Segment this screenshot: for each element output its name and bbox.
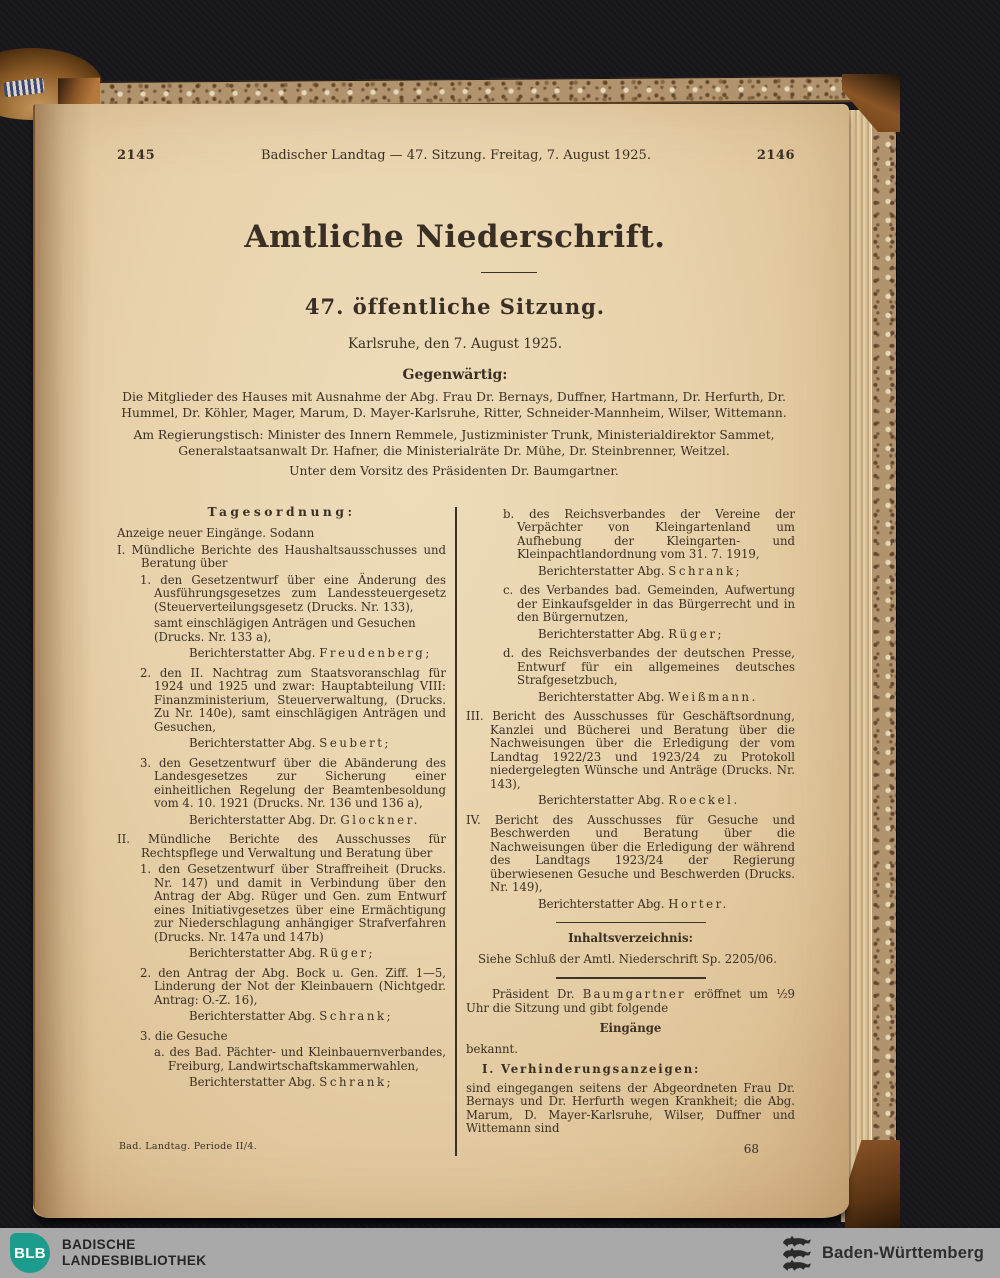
agenda-text: III. Bericht des Ausschusses für Geschäftsordnung, Kanzlei und Bücherei und Beratung über die Nachweisungen über die Erledigung der vom Landtag 1922/23 und 1923/24 zu Protokoll niedergelegten Wünsche und Anträge (Drucks. Nr. 143),	[466, 709, 795, 791]
series-note: Bad. Landtag. Periode II/4.	[119, 1141, 258, 1152]
agenda-heading: Tagesordnung:	[207, 503, 356, 519]
agenda-text: I. Verhinderungsanzeigen:	[482, 1062, 701, 1077]
sheet-number: 68	[743, 1141, 759, 1156]
agenda-text: d. des Reichsverbandes der deutschen Presse, Entwurf für ein allgemeines deutsches Strafgesetzbuch,	[503, 646, 795, 688]
agenda-text: samt einschlägigen Anträgen und Gesuchen (Drucks. Nr. 133 a),	[154, 616, 416, 644]
reporter-label: Berichterstatter Abg.	[538, 626, 665, 641]
reporter-line	[466, 628, 795, 642]
reporter-name: Weißmann.	[668, 689, 758, 704]
reporter-label: Berichterstatter Abg.	[538, 563, 665, 578]
separator-rule	[556, 922, 706, 923]
column-number-right: 2146	[756, 148, 795, 163]
two-column-body	[33, 505, 849, 1157]
reporter-label: Berichterstatter Abg.	[538, 793, 665, 808]
session-heading: 47. öffentliche Sitzung.	[304, 294, 606, 319]
reporter-name: Glockner.	[340, 812, 420, 827]
agenda-text: 1. den Gesetzentwurf über Straffreiheit (Drucks. Nr. 147) und damit in Verbindung über den Antrag der Abg. Rüger und Gen. zum Entwurf eines Initiativgesetzes über eine Ermächtigung zur Niederschlagung anhängiger Strafverfahren (Drucks. Nr. 147a und 147b)	[140, 862, 446, 944]
library-name-line2: LANDESBIBLIOTHEK	[62, 1253, 207, 1268]
reporter-line	[117, 947, 446, 961]
document-title: Amtliche Niederschrift.	[244, 219, 666, 255]
leather-corner-top-left	[58, 78, 100, 105]
president-paragraph	[466, 988, 795, 1015]
book-cover-fore-edge	[869, 95, 897, 1233]
reporter-label: Berichterstatter Abg.	[189, 1009, 316, 1024]
reporter-name: Roeckel.	[668, 793, 740, 808]
reporter-name: Horter.	[668, 896, 729, 911]
reporter-name: Schrank;	[319, 1075, 394, 1090]
right-column-blocks	[466, 508, 795, 1136]
scanned-page	[33, 104, 849, 1218]
reporter-name: Schrank;	[668, 563, 743, 578]
running-title: Badischer Landtag — 47. Sitzung. Freitag, 7. August 1925.	[261, 148, 651, 163]
reporter-label: Berichterstatter Abg.	[189, 1075, 316, 1090]
agenda-text: Anzeige neuer Eingänge. Sodann	[117, 526, 315, 541]
agenda-text: 3. den Gesetzentwurf über die Abänderung des Landesgesetzes zur Sicherung einer einheitlichen Regelung der Beamtenbesoldung vom 4. 10. 1921 (Drucks. Nr. 136 und 136 a),	[140, 755, 446, 811]
reporter-line	[466, 565, 795, 579]
attendance-government: Am Regierungstisch: Minister des Innern Remmele, Justizminister Trunk, Ministerialdirektor Sammet, Generalstaatsanwalt Dr. Hafner, die Ministerialräte Dr. Mühe, Dr. Steinbrenner, Weitzel.	[133, 428, 775, 458]
title-rule	[481, 272, 537, 273]
reporter-name: Seubert;	[319, 736, 392, 751]
reporter-label: Berichterstatter Abg.	[189, 736, 316, 751]
president-prefix: Präsident Dr.	[492, 987, 575, 1002]
reporter-line	[117, 1010, 446, 1024]
reporter-line	[466, 794, 795, 808]
right-column	[466, 505, 795, 1157]
left-column	[117, 505, 446, 1157]
agenda-text: b. des Reichsverbandes der Vereine der Verpächter von Kleingartenland um Aufhebung der Kleingarten- und Kleinpachtlandordnung vom 31. 7. 1919,	[503, 506, 795, 562]
blb-logo-acronym: BLB	[14, 1244, 46, 1262]
agenda-text: I. Mündliche Berichte des Haushaltsausschusses und Beratung über	[117, 542, 446, 571]
column-divider	[455, 507, 457, 1157]
agenda-text: 3. die Gesuche	[140, 1028, 228, 1043]
reporter-line	[466, 898, 795, 912]
left-column-blocks	[117, 527, 446, 1090]
agenda-text: 2. den Antrag der Abg. Bock u. Gen. Ziff. 1—5, Linderung der Not der Kleinbauern (Nichtgedr. Antrag: O.-Z. 16),	[140, 965, 446, 1007]
reporter-name: Freudenberg;	[319, 646, 432, 661]
reporter-name: Rüger;	[668, 626, 725, 641]
reporter-name: Rüger;	[319, 946, 376, 961]
agenda-text: Inhaltsverzeichnis:	[568, 931, 693, 946]
separator-rule	[556, 977, 706, 979]
agenda-text: a. des Bad. Pächter- und Kleinbauernverbandes, Freiburg, Landwirtschaftskammerwahlen,	[154, 1045, 446, 1073]
reporter-label: Berichterstatter Abg.	[189, 946, 316, 961]
reporter-line	[466, 691, 795, 705]
agenda-text: II. Mündliche Berichte des Ausschusses für Rechtspflege und Verwaltung und Beratung über	[117, 832, 446, 860]
agenda-text: 1. den Gesetzentwurf über eine Änderung des Ausführungsgesetzes zum Landessteuergesetz (Steuerverteilungsgesetz (Drucks. Nr. 133),	[140, 572, 446, 614]
state-name: Baden-Württemberg	[822, 1243, 984, 1262]
reporter-name: Schrank;	[319, 1009, 394, 1024]
reporter-label: Berichterstatter Abg.	[538, 689, 665, 704]
agenda-text: sind eingegangen seitens der Abgeordneten Frau Dr. Bernays und Dr. Herfurth wegen Krankheit; die Abg. Marum, D. Mayer-Karlsruhe, Wilser, Duffner und Wittemann sind	[466, 1080, 795, 1136]
baden-wuerttemberg-coat-of-arms-icon	[782, 1235, 812, 1271]
state-branding	[782, 1235, 984, 1271]
agenda-text: Siehe Schluß der Amtl. Niederschrift Sp. 2205/06.	[478, 951, 777, 966]
president-name: Baumgartner	[582, 987, 686, 1002]
reporter-label: Berichterstatter Abg.	[538, 896, 665, 911]
reporter-line	[117, 737, 446, 751]
reporter-line	[117, 647, 446, 661]
president-suffix: eröffnet um ½9 Uhr die Sitzung und gibt folgende	[466, 987, 795, 1015]
agenda-text: bekannt.	[466, 1041, 518, 1056]
agenda-text: IV. Bericht des Ausschusses für Gesuche und Beschwerden und Beratung über die Nachweisungen über die Erledigung der während des Landtags 1923/24 der Regierung überwiesenen Gesuche und Beschwerden (Drucks. Nr. 149),	[466, 812, 795, 895]
dateline: Karlsruhe, den 7. August 1925.	[347, 336, 563, 352]
blb-logo[interactable]	[10, 1233, 50, 1273]
attendance-chair: Unter dem Vorsitz des Präsidenten Dr. Baumgartner.	[289, 464, 619, 479]
reporter-line	[117, 814, 446, 828]
viewer-footer-bar	[0, 1228, 1000, 1278]
reporter-line	[117, 1076, 446, 1090]
agenda-text: 2. den II. Nachtrag zum Staatsvoranschlag für 1924 und 1925 und zwar: Hauptabteilung VIII: Finanzministerium, Steuerverwaltung, (Drucks. Zu Nr. 140e), samt einschlägigen Anträgen und Gesuchen,	[140, 665, 446, 734]
reporter-label: Berichterstatter Abg.	[189, 646, 316, 661]
agenda-text: c. des Verbandes bad. Gemeinden, Aufwertung der Einkaufsgelder in das Bürgerrecht und in den Bürgernutzen,	[503, 583, 795, 625]
running-header	[33, 104, 849, 163]
column-number-left: 2145	[117, 148, 156, 163]
library-name	[62, 1237, 206, 1270]
agenda-text: Eingänge	[599, 1021, 662, 1036]
library-name-line1: BADISCHE	[62, 1236, 136, 1252]
attendance-heading: Gegenwärtig:	[402, 367, 508, 383]
attendance-members: Die Mitglieder des Hauses mit Ausnahme der Abg. Frau Dr. Bernays, Duffner, Hartmann, Dr. Herfurth, Dr. Hummel, Dr. Köhler, Mager, Marum, D. Mayer-Karlsruhe, Ritter, Schneider-Mannheim, Wilser, Wittemann.	[121, 390, 787, 420]
reporter-label: Berichterstatter Abg. Dr.	[189, 812, 337, 827]
